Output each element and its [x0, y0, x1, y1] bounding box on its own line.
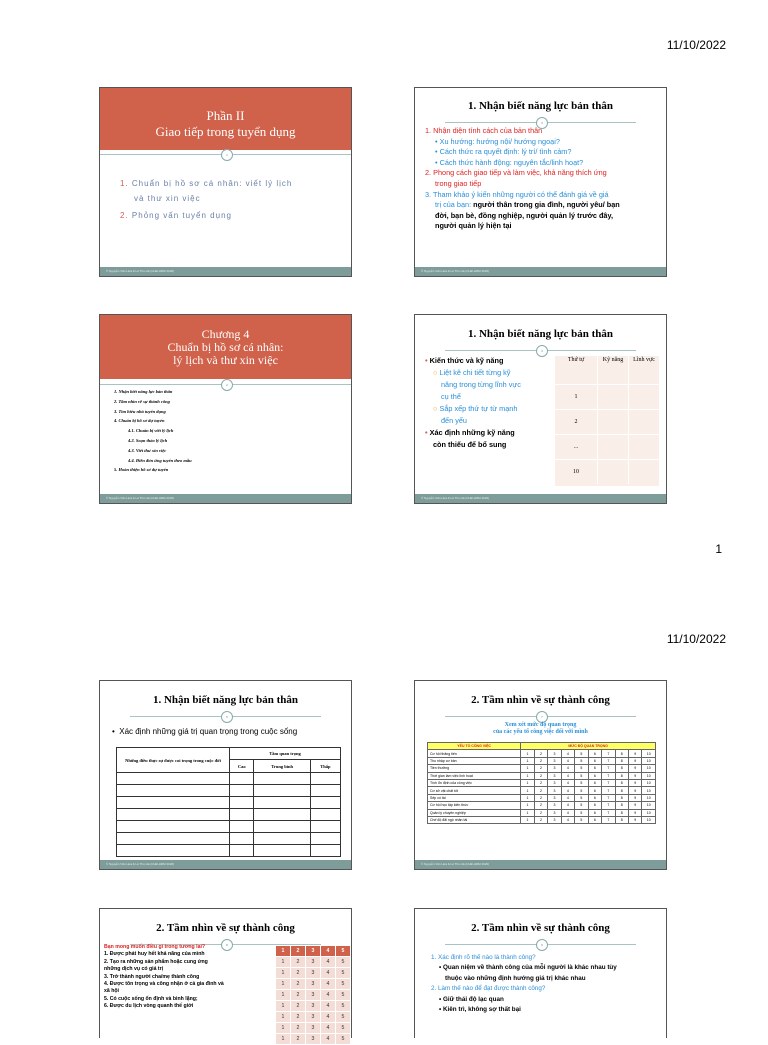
scale-cell: 8 [615, 802, 628, 809]
scale-cell: 9 [629, 772, 642, 779]
slide-number-badge: 7 [536, 711, 548, 723]
scale-cell: 1 [521, 787, 534, 794]
table-row [428, 750, 656, 757]
toc-item: 4.4. Điền đơn ứng tuyển theo mẫu [128, 457, 192, 463]
rating-cell: 1 [276, 1034, 291, 1045]
slide-body [425, 126, 661, 232]
scale-cell: 4 [561, 757, 574, 764]
scale-cell: 3 [548, 802, 561, 809]
rating-cell: 4 [321, 1012, 336, 1023]
rating-cell: 3 [306, 946, 321, 957]
list-item: những dịch vụ có giá trị [104, 966, 164, 973]
factor-cell: Thời gian làm việc linh hoạt [428, 772, 521, 779]
slide-title-banner [100, 88, 351, 150]
rating-cell: 1 [276, 990, 291, 1001]
scale-cell: 10 [642, 816, 656, 823]
scale-cell: 1 [521, 772, 534, 779]
table-cell: 2 [555, 409, 598, 434]
table-header: Những điều thực sự được coi trọng trong cuộc đời [117, 748, 230, 773]
table-row [428, 809, 656, 816]
page-number: 1 [715, 542, 722, 556]
rating-cell: 1 [276, 979, 291, 990]
scale-cell: 9 [629, 765, 642, 772]
rating-cell: 5 [336, 946, 351, 957]
scale-cell: 1 [521, 816, 534, 823]
slide-title: 1. Nhận biết năng lực bản thân [467, 100, 614, 112]
scale-cell: 8 [615, 750, 628, 757]
toc-item: 4.1. Chuẩn bị viết lý lịch [128, 428, 174, 434]
rating-cell: 1 [276, 1001, 291, 1012]
item-number: 1. [120, 179, 129, 188]
scale-cell: 10 [642, 765, 656, 772]
table-header: Kỹ năng [598, 356, 629, 384]
toc-item: 4.3. Viết thư xin việc [128, 447, 167, 453]
slide-title-banner [100, 315, 351, 379]
scale-cell: 3 [548, 757, 561, 764]
table-header: Thứ tự [555, 356, 598, 384]
sub-item: • Kiên trì, không sợ thất bại [439, 1006, 521, 1014]
values-table [116, 747, 341, 857]
bullet: còn thiếu để bổ sung [433, 440, 507, 449]
list-item: 6. Được du lịch vòng quanh thế giới [104, 1003, 194, 1010]
scale-cell: 3 [548, 809, 561, 816]
bullet: Xác định những giá trị quan trọng trong cuộc sống [119, 727, 298, 736]
sub-bullet: Sắp xếp thứ tự từ mạnh [439, 404, 518, 413]
scale-cell: 1 [521, 750, 534, 757]
sub-bullet: cụ thể [441, 392, 461, 401]
scale-cell: 5 [575, 757, 588, 764]
scale-cell: 10 [642, 757, 656, 764]
sub-item: • Xu hướng: hướng nội/ hướng ngoại? [435, 136, 560, 146]
table-row [428, 816, 656, 823]
slide-footer: © Nguyễn Văn Hoà & Lê Thu Hà (CHĐ-HRM 2020) [415, 267, 666, 276]
slide-body: • Kiến thức và kỹ năng ○ Liệt kê chi tiết từng kỹ năng trong từng lĩnh vực cụ thể ○ Sắp xếp thứ tự từ mạnh đến yếu • Xác định những kỹ năng còn thiếu để bổ sung [425, 355, 550, 451]
caption-line: của các yếu tố công việc đối với mình [493, 729, 588, 735]
sub-item: thuộc vào những định hướng giá trị khác nhau [445, 974, 586, 982]
toc-item: 4.2. Soạn thảo lý lịch [128, 437, 168, 443]
rating-cell: 1 [276, 968, 291, 979]
table-row [428, 787, 656, 794]
scale-cell: 6 [588, 757, 601, 764]
slide-values [99, 680, 352, 870]
scale-cell: 10 [642, 787, 656, 794]
rating-table [275, 945, 351, 1045]
scale-cell: 9 [629, 809, 642, 816]
scale-cell: 10 [642, 802, 656, 809]
rating-cell: 3 [306, 979, 321, 990]
scale-cell: 10 [642, 794, 656, 801]
scale-cell: 9 [629, 802, 642, 809]
table-row [276, 1001, 351, 1012]
slide-footer: © Nguyễn Văn Hoà & Lê Thu Hà (CHĐ-HRM 2020) [415, 860, 666, 869]
factor-cell: Tiền thưởng [428, 765, 521, 772]
list-item: đời, bạn bè, đồng nghiệp, người quản lý trước đây, [435, 210, 614, 220]
rating-cell: 4 [321, 1001, 336, 1012]
scale-cell: 1 [521, 794, 534, 801]
scale-cell: 9 [629, 779, 642, 786]
slide-future-wishes [99, 908, 352, 1042]
rating-cell: 1 [276, 946, 291, 957]
sub-item: • Giữ thái độ lạc quan [439, 995, 504, 1003]
table-header: Thấp [310, 760, 340, 773]
scale-cell: 9 [629, 750, 642, 757]
slide-title-line1: Chương 4 [201, 327, 250, 341]
table-row [428, 757, 656, 764]
agenda-item: và thư xin việc [134, 194, 201, 203]
scale-cell: 8 [615, 757, 628, 764]
table-header: Cao [230, 760, 254, 773]
table-row [276, 957, 351, 968]
scale-cell: 5 [575, 809, 588, 816]
scale-cell: 3 [548, 816, 561, 823]
caption-line: Xem xét mức độ quan trọng [504, 722, 577, 728]
slide-skills [414, 314, 667, 504]
rating-cell: 2 [291, 968, 306, 979]
table-row [428, 794, 656, 801]
scale-cell: 1 [521, 757, 534, 764]
sub-item: • Cách thức ra quyết định: lý trí/ tình cảm? [435, 147, 572, 157]
slide-title: 2. Tầm nhìn về sự thành công [471, 922, 610, 934]
table-cell: ... [555, 434, 598, 459]
rating-cell: 1 [276, 1023, 291, 1034]
slide-chapter-4 [99, 314, 352, 504]
scale-cell: 8 [615, 765, 628, 772]
slide-body [431, 953, 661, 1015]
slide-title-line1: Phần II [206, 108, 245, 123]
toc-list [114, 387, 192, 475]
rating-cell: 4 [321, 979, 336, 990]
scale-cell: 7 [602, 772, 615, 779]
slide-part-ii [99, 87, 352, 277]
list-item: trị của bạn: [435, 200, 472, 210]
scale-cell: 5 [575, 816, 588, 823]
sub-bullet: Liệt kê chi tiết từng kỹ [439, 368, 511, 377]
scale-cell: 4 [561, 750, 574, 757]
scale-cell: 5 [575, 772, 588, 779]
slide-number-badge: 2 [221, 379, 233, 391]
slide-title: 1. Nhận biết năng lực bản thân [467, 328, 614, 340]
slide-title-line3: lý lịch và thư xin việc [173, 353, 278, 367]
table-cell: 1 [555, 384, 598, 409]
rating-cell: 4 [321, 1034, 336, 1045]
list-item: 3. Trở thành người cha/mẹ thành công [104, 973, 200, 980]
slide-number-badge: 9 [536, 939, 548, 951]
scale-cell: 4 [561, 809, 574, 816]
sub-bullet: năng trong từng lĩnh vực [441, 380, 521, 389]
rating-cell: 3 [306, 1001, 321, 1012]
list-item: 2. Tạo ra những sản phẩm hoặc cung ứng [104, 958, 208, 965]
list-item: 2. Phong cách giao tiếp và làm việc, khả năng thích ứng [425, 168, 607, 178]
scale-cell: 10 [642, 750, 656, 757]
slide-footer: © Nguyễn Văn Hoà & Lê Thu Hà (CHĐ-HRM 2020) [100, 860, 351, 869]
table-row [276, 979, 351, 990]
slide-number-badge: 4 [536, 345, 548, 357]
scale-cell: 2 [534, 816, 547, 823]
scale-cell: 4 [561, 772, 574, 779]
scale-cell: 1 [521, 765, 534, 772]
slide-title-line2: Giao tiếp trong tuyển dụng [155, 124, 296, 139]
toc-item: 1. Nhận biết năng lực bản thân [114, 389, 173, 394]
scale-cell: 10 [642, 779, 656, 786]
rating-cell: 2 [291, 1034, 306, 1045]
list-item: trong giao tiếp [435, 178, 482, 188]
scale-cell: 3 [548, 765, 561, 772]
agenda-item: Phỏng vấn tuyển dụng [131, 211, 232, 220]
factor-cell: Sếp có tài [428, 794, 521, 801]
list-item: 1. Được phát huy hết khả năng của mình [104, 951, 205, 958]
rating-cell: 2 [291, 979, 306, 990]
toc-item: 2. Tầm nhìn về sự thành công [114, 398, 170, 404]
rating-cell: 4 [321, 1023, 336, 1034]
scale-cell: 1 [521, 809, 534, 816]
slide-job-factors [414, 680, 667, 870]
rating-cell: 3 [306, 1012, 321, 1023]
sub-bullet: đến yếu [441, 416, 467, 425]
slide-body [104, 944, 274, 1011]
table-row [276, 1034, 351, 1045]
table-row [276, 1012, 351, 1023]
scale-cell: 2 [534, 779, 547, 786]
scale-cell: 8 [615, 809, 628, 816]
scale-cell: 4 [561, 802, 574, 809]
scale-cell: 8 [615, 787, 628, 794]
rating-cell: 2 [291, 946, 306, 957]
scale-cell: 2 [534, 772, 547, 779]
scale-cell: 2 [534, 757, 547, 764]
scale-cell: 5 [575, 750, 588, 757]
rating-cell: 4 [321, 957, 336, 968]
page-date-2: 11/10/2022 [666, 632, 726, 646]
scale-cell: 5 [575, 802, 588, 809]
table-header: Lĩnh vực [633, 357, 655, 363]
scale-cell: 3 [548, 787, 561, 794]
factor-cell: Quản lý chuyên nghiệp [428, 809, 521, 816]
factor-cell: Cơ sở vật chất tốt [428, 787, 521, 794]
scale-cell: 6 [588, 779, 601, 786]
scale-cell: 7 [602, 809, 615, 816]
scale-cell: 2 [534, 794, 547, 801]
scale-cell: 2 [534, 750, 547, 757]
factor-cell: Cơ hội thăng tiến [428, 750, 521, 757]
sub-item: • Cách thức hành động: nguyên tắc/linh hoạt? [435, 157, 584, 167]
slide-number-badge: 3 [536, 117, 548, 129]
table-row [428, 765, 656, 772]
table-row [428, 772, 656, 779]
table-row [276, 946, 351, 957]
table-header: Tầm quan trọng [230, 748, 341, 760]
rating-cell: 3 [306, 990, 321, 1001]
rating-cell: 5 [336, 957, 351, 968]
slide-footer: © Nguyễn Văn Hoà & Lê Thu Hà (CHĐ-HRM 2020) [100, 267, 351, 276]
scale-cell: 6 [588, 765, 601, 772]
scale-cell: 10 [642, 809, 656, 816]
rating-cell: 5 [336, 1012, 351, 1023]
scale-cell: 7 [602, 787, 615, 794]
scale-cell: 4 [561, 787, 574, 794]
scale-cell: 7 [602, 750, 615, 757]
bullet: Kiến thức và kỹ năng [429, 356, 504, 365]
list-item: 1. Xác định rõ thế nào là thành công? [431, 954, 536, 961]
slide-number-badge: 5 [221, 711, 233, 723]
slide-title: 2. Tầm nhìn về sự thành công [156, 922, 295, 934]
scale-cell: 5 [575, 765, 588, 772]
scale-cell: 8 [615, 772, 628, 779]
scale-cell: 6 [588, 802, 601, 809]
table-row [276, 968, 351, 979]
table-cell: 10 [555, 459, 598, 484]
factor-cell: Cơ hội học tập kiến thức [428, 802, 521, 809]
scale-cell: 2 [534, 802, 547, 809]
scale-cell: 6 [588, 794, 601, 801]
toc-item: 3. Tìm hiểu nhà tuyển dụng [114, 408, 166, 414]
scale-cell: 7 [602, 765, 615, 772]
toc-item: 4. Chuẩn bị hồ sơ dự tuyển [114, 418, 165, 424]
scale-cell: 2 [534, 787, 547, 794]
scale-cell: 3 [548, 794, 561, 801]
rating-cell: 4 [321, 968, 336, 979]
table-header: MỨC ĐỘ QUAN TRỌNG [521, 743, 656, 750]
rating-cell: 2 [291, 1001, 306, 1012]
scale-cell: 7 [602, 757, 615, 764]
scale-cell: 1 [521, 779, 534, 786]
scale-cell: 6 [588, 772, 601, 779]
scale-cell: 6 [588, 787, 601, 794]
scale-cell: 7 [602, 816, 615, 823]
scale-cell: 8 [615, 816, 628, 823]
sub-item: • Quan niệm về thành công của mỗi người là khác nhau tùy [439, 964, 617, 972]
skills-table [555, 356, 659, 486]
scale-cell: 8 [615, 794, 628, 801]
list-item: người quản lý hiện tại [435, 221, 512, 231]
factor-cell: Thu nhập cơ bản [428, 757, 521, 764]
agenda-item: Chuẩn bị hồ sơ cá nhân: viết lý lịch [131, 179, 293, 188]
rating-cell: 2 [291, 1023, 306, 1034]
bullet: Xác định những kỹ năng [429, 428, 515, 437]
scale-cell: 5 [575, 787, 588, 794]
scale-cell: 6 [588, 809, 601, 816]
scale-cell: 2 [534, 765, 547, 772]
slide-number-badge: 8 [221, 939, 233, 951]
slide-number-badge: 1 [221, 149, 233, 161]
table-row [276, 1023, 351, 1034]
scale-cell: 4 [561, 816, 574, 823]
slide-success-definition [414, 908, 667, 1038]
scale-cell: 1 [521, 802, 534, 809]
list-item: 3. Tham khảo ý kiến những người có thể đánh giá về giá [425, 189, 609, 199]
slide-title: 2. Tầm nhìn về sự thành công [471, 694, 610, 706]
scale-cell: 8 [615, 779, 628, 786]
scale-cell: 9 [629, 757, 642, 764]
scale-cell: 7 [602, 779, 615, 786]
rating-cell: 2 [291, 1012, 306, 1023]
table-row [276, 990, 351, 1001]
agenda-list [120, 176, 292, 223]
job-factors-table [427, 742, 656, 824]
list-item: xã hội [104, 988, 119, 995]
scale-cell: 3 [548, 772, 561, 779]
slide-title-line2: Chuẩn bị hồ sơ cá nhân: [167, 340, 284, 354]
scale-cell: 3 [548, 750, 561, 757]
slide-footer: © Nguyễn Văn Hoà & Lê Thu Hà (CHĐ-HRM 2020) [415, 494, 666, 503]
rating-cell: 3 [306, 1034, 321, 1045]
scale-cell: 4 [561, 794, 574, 801]
rating-cell: 5 [336, 1001, 351, 1012]
slide-title: 1. Nhận biết năng lực bản thân [152, 694, 299, 706]
item-number: 2. [120, 211, 129, 220]
factor-cell: Tính ổn định của công việc [428, 779, 521, 786]
rating-cell: 3 [306, 957, 321, 968]
table-header: YẾU TỐ CÔNG VIỆC [428, 743, 521, 750]
rating-cell: 5 [336, 979, 351, 990]
slide-self-awareness [414, 87, 667, 277]
rating-cell: 5 [336, 1023, 351, 1034]
rating-cell: 5 [336, 1034, 351, 1045]
table-caption [415, 722, 666, 736]
rating-cell: 5 [336, 990, 351, 1001]
table-row [428, 802, 656, 809]
list-item: 4. Được tôn trọng và công nhận ở cả gia đình và [104, 981, 224, 988]
table-header: Trung bình [254, 760, 310, 773]
scale-cell: 9 [629, 787, 642, 794]
rating-cell: 3 [306, 968, 321, 979]
scale-cell: 4 [561, 779, 574, 786]
rating-cell: 5 [336, 968, 351, 979]
list-item: 2. Làm thế nào để đạt được thành công? [431, 985, 546, 993]
rating-cell: 4 [321, 946, 336, 957]
rating-cell: 4 [321, 990, 336, 1001]
rating-cell: 1 [276, 957, 291, 968]
rating-cell: 1 [276, 1012, 291, 1023]
scale-cell: 2 [534, 809, 547, 816]
list-item: 1. Nhận diện tính cách của bản thân [425, 126, 543, 135]
scale-cell: 7 [602, 802, 615, 809]
list-item: 5. Có cuộc sống ổn định và bình lặng; [104, 995, 198, 1002]
slide-bullet: • Xác định những giá trị quan trọng trong cuộc sống [112, 727, 298, 736]
slide-footer: © Nguyễn Văn Hoà & Lê Thu Hà (CHĐ-HRM 2020) [100, 494, 351, 503]
factor-cell: Chế độ đãi ngộ nhân tài [428, 816, 521, 823]
scale-cell: 4 [561, 765, 574, 772]
list-item: người thân trong gia đình, người yêu/ bạn [471, 200, 620, 210]
page-date: 11/10/2022 [666, 38, 726, 52]
scale-cell: 3 [548, 779, 561, 786]
table-row [428, 779, 656, 786]
scale-cell: 6 [588, 750, 601, 757]
slide-heading: Bạn mong muốn điều gì trong tương lai? [104, 944, 206, 950]
scale-cell: 10 [642, 772, 656, 779]
scale-cell: 9 [629, 794, 642, 801]
scale-cell: 9 [629, 816, 642, 823]
rating-cell: 2 [291, 990, 306, 1001]
scale-cell: 6 [588, 816, 601, 823]
rating-cell: 2 [291, 957, 306, 968]
scale-cell: 7 [602, 794, 615, 801]
rating-cell: 3 [306, 1023, 321, 1034]
toc-item: 5. Hoàn thiện hồ sơ dự tuyển [114, 467, 169, 473]
scale-cell: 5 [575, 779, 588, 786]
scale-cell: 5 [575, 794, 588, 801]
